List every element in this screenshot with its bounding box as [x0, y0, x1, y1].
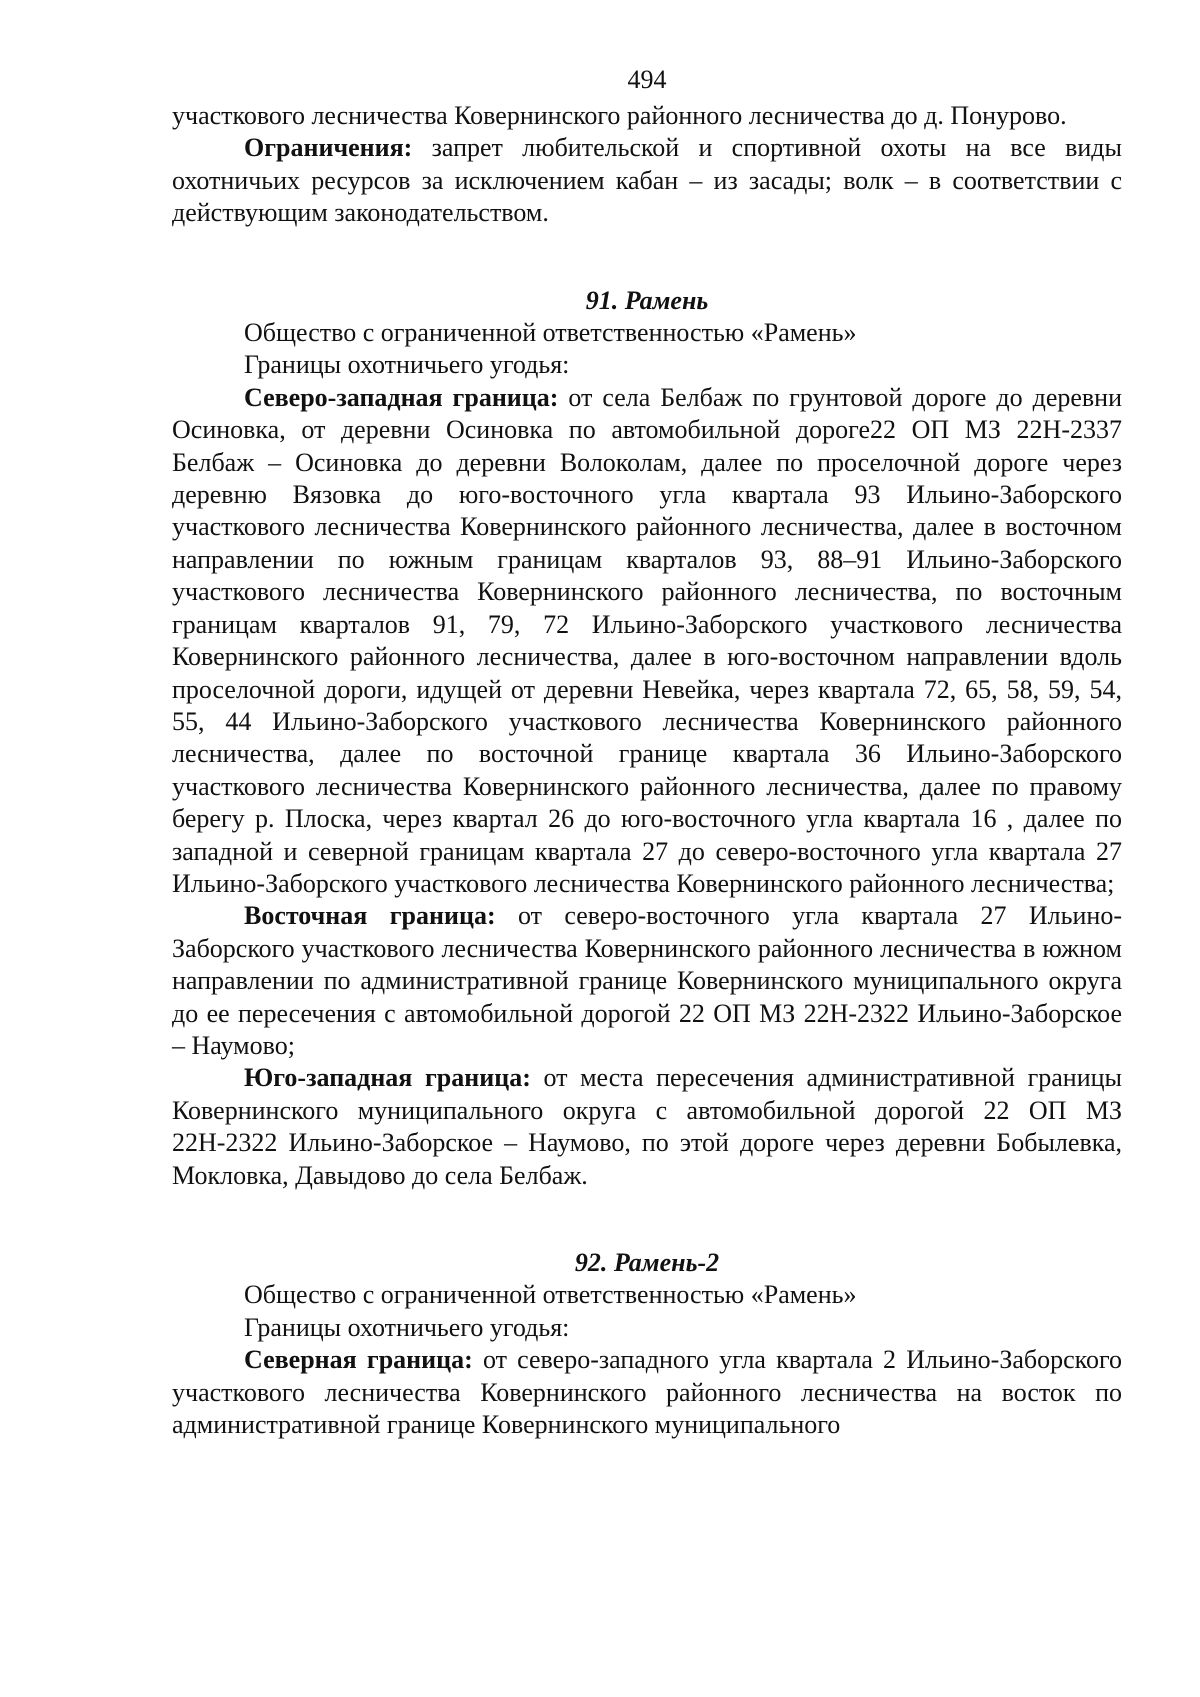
section-92-org	[172, 1279, 1122, 1311]
north-boundary-text: от северо-западного угла квартала 2 Ильино-Заборского участкового лесничества Ковернинского районного лесничества на восток по административной границе Ковернинского муниципального	[172, 1345, 1122, 1440]
southwest-boundary-text: от места пересечения административной границы Ковернинского муниципального округа с автомобильной дорогой 22 ОП МЗ 22Н-2322 Ильино-Заборское – Наумово, по этой дороге через деревни Бобылевка, Мокловка, Давыдово до села Белбаж.	[172, 1063, 1122, 1190]
east-boundary-label: Восточная граница:	[244, 901, 496, 931]
section-92-bounds-title-text: Границы охотничьего угодья:	[244, 1312, 570, 1342]
spacer	[172, 230, 1122, 285]
northwest-boundary-label: Северо-западная граница:	[244, 382, 559, 412]
section-92-north-boundary	[172, 1344, 1122, 1441]
intro-paragraph	[172, 100, 1122, 132]
restrictions-paragraph	[172, 132, 1122, 229]
section-91-bounds-title	[172, 349, 1122, 381]
section-91-bounds-title-text: Границы охотничьего угодья:	[244, 350, 570, 380]
section-91-org	[172, 317, 1122, 349]
north-boundary-label: Северная граница:	[244, 1345, 473, 1375]
section-92-org-text: Общество с ограниченной ответственностью «Рамень»	[244, 1280, 857, 1310]
section-92-bounds-title	[172, 1312, 1122, 1344]
section-91-northwest-boundary	[172, 382, 1122, 901]
section-91-southwest-boundary	[172, 1062, 1122, 1192]
page-number: 494	[627, 65, 667, 94]
section-92-title: 92. Рамень-2	[574, 1248, 720, 1277]
section-91-east-boundary	[172, 900, 1122, 1062]
restrictions-text: запрет любительской и спортивной охоты на все виды охотничьих ресурсов за исключением кабан – из засады; волк – в соответствии с действующим законодательством.	[172, 133, 1122, 228]
east-boundary-text: от северо-восточного угла квартала 27 Ильино-Заборского участкового лесничества Ковернинского районного лесничества в южном направлении по административной границе Ковернинского муниципального округа до ее пересечения с автомобильной дорогой 22 ОП МЗ 22Н-2322 Ильино-Заборское – Наумово;	[172, 901, 1122, 1060]
section-91-title: 91. Рамень	[585, 285, 709, 315]
section-91-org-text: Общество с ограниченной ответственностью «Рамень»	[244, 318, 857, 348]
northwest-boundary-text: от села Белбаж по грунтовой дороге до деревни Осиновка, от деревни Осиновка по автомобильной дороге22 ОП МЗ 22Н-2337 Белбаж – Осиновка до деревни Волоколам, далее по проселочной дороге через деревню Вязовка до юго-восточного угла квартала 93 Ильино-Заборского участкового лесничества Ковернинского районного лесничества, далее в восточном направлении по южным границам кварталов 93, 88–91 Ильино-Заборского участкового лесничества Ковернинского районного лесничества, по восточным границам кварталов 91, 79, 72 Ильино-Заборского участкового лесничества Ковернинского районного лесничества, далее в юго-восточном направлении вдоль проселочной дороги, идущей от деревни Невейка, через квартала 72, 65, 58, 59, 54, 55, 44 Ильино-Заборского участкового лесничества Ковернинского районного лесничества, далее по восточной границе квартала 36 Ильино-Заборского участкового лесничества Ковернинского районного лесничества, далее по правому берегу р. Плоска, через квартал 26 до юго-восточного угла квартала 16 , далее по западной и северной границам квартала 27 до северо-восточного угла квартала 27 Ильино-Заборского участкового лесничества Ковернинского районного лесничества;	[172, 382, 1123, 898]
restrictions-label: Ограничения:	[244, 133, 413, 163]
spacer	[172, 1192, 1122, 1247]
intro-text: участкового лесничества Ковернинского районного лесничества до д. Понурово.	[172, 101, 1067, 130]
southwest-boundary-label: Юго-западная граница:	[244, 1063, 531, 1093]
document-page	[172, 64, 1122, 1441]
